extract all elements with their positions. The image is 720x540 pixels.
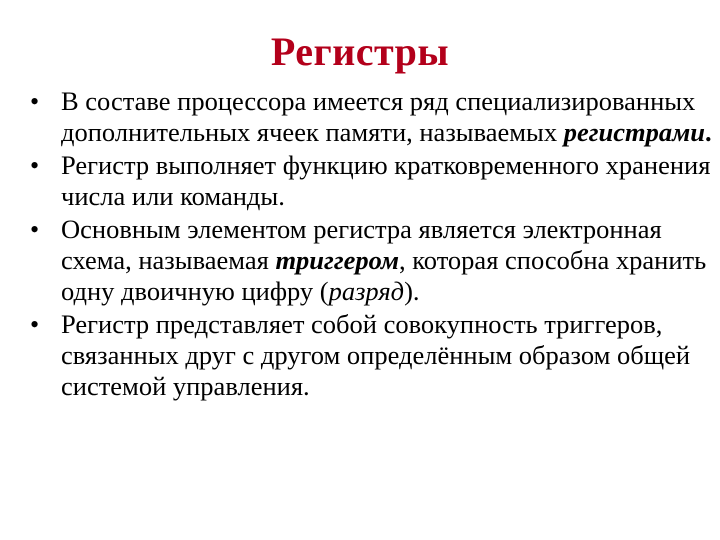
- bullet-dot-icon: •: [30, 310, 40, 339]
- bullet-text-part: .: [705, 117, 712, 147]
- bullet-text-part: Основным элементом регистра является электронная схема, называемая: [61, 214, 662, 275]
- bullet-item: [30, 86, 714, 148]
- bullet-text-part: Регистр представляет собой совокупность триггеров, связанных друг с другом определённым образом общей системой управления.: [61, 309, 691, 401]
- bullet-dot-icon: •: [30, 151, 40, 180]
- bullet-text-part: Регистр выполняет функцию кратковременного хранения числа или команды.: [61, 150, 711, 211]
- bullet-text-part: В составе процессора имеется ряд специализированных дополнительных ячеек памяти, называемых: [61, 86, 696, 147]
- bullet-list: [30, 86, 714, 404]
- bullet-text: [61, 309, 690, 401]
- bullet-emphasis: разряд: [328, 276, 405, 306]
- bullet-text: [61, 86, 712, 147]
- bullet-dot-icon: •: [30, 87, 40, 116]
- bullet-emphasis: регистрами: [563, 117, 706, 147]
- bullet-text: [61, 150, 710, 211]
- bullet-item: [30, 214, 714, 307]
- bullet-item: [30, 150, 714, 212]
- slide-title: Регистры: [270, 29, 450, 74]
- bullet-text-part: , которая способна хранить одну двоичную цифру (: [61, 245, 707, 306]
- bullet-dot-icon: •: [30, 215, 40, 244]
- bullet-text-part: ).: [404, 276, 420, 306]
- bullet-item: [30, 309, 714, 402]
- bullet-text: [61, 214, 706, 306]
- bullet-emphasis: триггером: [275, 245, 400, 275]
